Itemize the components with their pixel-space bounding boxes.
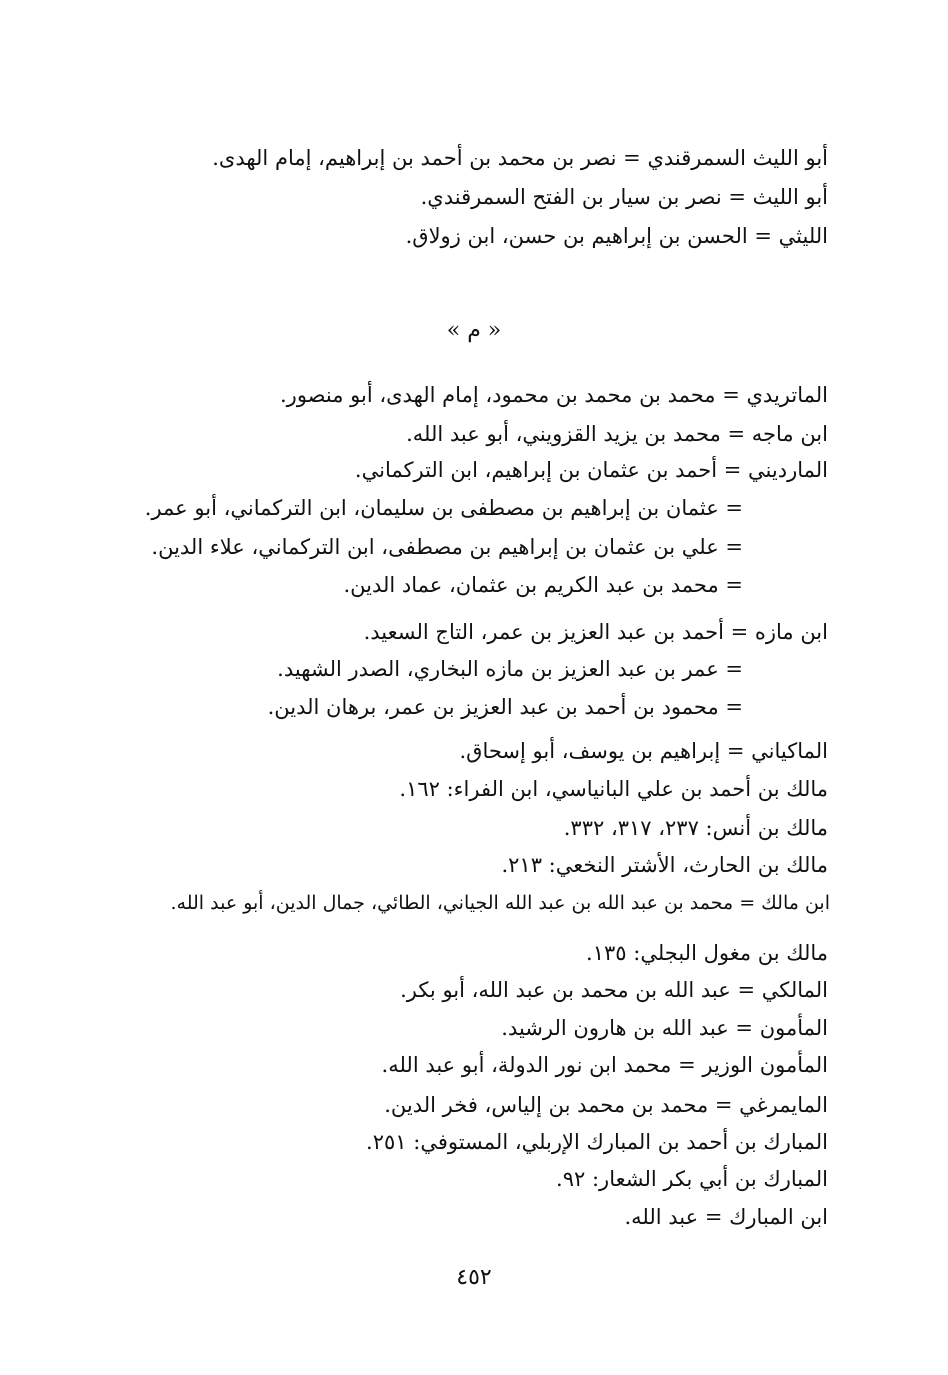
index-entry: أبو الليث = نصر بن سيار بن الفتح السمرقندي. (420, 185, 828, 209)
index-entry: المارديني = أحمد بن عثمان بن إبراهيم، ابن التركماني. (354, 458, 828, 482)
index-subentry: = عثمان بن إبراهيم بن مصطفى بن سليمان، ابن التركماني، أبو عمر. (144, 496, 743, 520)
index-entry: ابن مالك = محمد بن عبد الله بن عبد الله الجياني، الطائي، جمال الدين، أبو عبد الله. (170, 892, 830, 914)
index-entry: الليثي = الحسن بن إبراهيم بن حسن، ابن زولاق. (405, 224, 828, 248)
index-subentry: = محمود بن أحمد بن عبد العزيز بن عمر، برهان الدين. (267, 695, 743, 719)
index-entry: ابن ماجه = محمد بن يزيد القزويني، أبو عبد الله. (406, 422, 828, 446)
index-entry: أبو الليث السمرقندي = نصر بن محمد بن أحمد بن إبراهيم، إمام الهدى. (212, 146, 828, 170)
index-entry: الماكياني = إبراهيم بن يوسف، أبو إسحاق. (459, 739, 828, 763)
index-entry: الماتريدي = محمد بن محمد بن محمود، إمام الهدى، أبو منصور. (280, 383, 828, 407)
index-subentry: = علي بن عثمان بن إبراهيم بن مصطفى، ابن التركماني، علاء الدين. (151, 535, 743, 559)
index-subentry: = عمر بن عبد العزيز بن مازه البخاري، الصدر الشهيد. (277, 657, 743, 681)
index-entry: المايمرغي = محمد بن محمد بن إلياس، فخر الدين. (384, 1093, 828, 1117)
index-entry: مالك بن مغول البجلي: ١٣٥. (586, 941, 828, 965)
index-entry: المأمون = عبد الله بن هارون الرشيد. (501, 1016, 828, 1040)
index-entry: مالك بن أنس: ٢٣٧، ٣١٧، ٣٣٢. (563, 816, 828, 840)
section-heading: « م » (446, 318, 502, 343)
index-entry: مالك بن أحمد بن علي البانياسي، ابن الفراء: ١٦٢. (399, 777, 828, 801)
page-number: ٤٥٢ (456, 1265, 492, 1290)
index-entry: المبارك بن أحمد بن المبارك الإربلي، المستوفي: ٢٥١. (366, 1130, 828, 1154)
index-entry: المبارك بن أبي بكر الشعار: ٩٢. (556, 1167, 828, 1191)
index-entry: مالك بن الحارث، الأشتر النخعي: ٢١٣. (501, 853, 828, 877)
index-entry: المالكي = عبد الله بن محمد بن عبد الله، أبو بكر. (400, 978, 828, 1002)
index-entry: المأمون الوزير = محمد ابن نور الدولة، أبو عبد الله. (381, 1053, 828, 1077)
index-entry: ابن مازه = أحمد بن عبد العزيز بن عمر، التاج السعيد. (363, 620, 828, 644)
index-entry: ابن المبارك = عبد الله. (624, 1205, 828, 1229)
index-subentry: = محمد بن عبد الكريم بن عثمان، عماد الدين. (343, 573, 743, 597)
